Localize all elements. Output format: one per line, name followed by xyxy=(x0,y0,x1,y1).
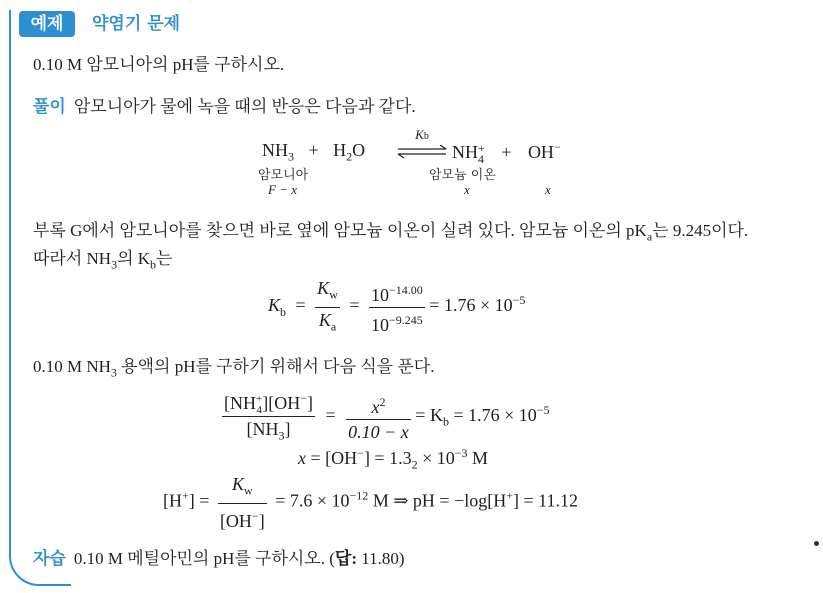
frame-border xyxy=(9,10,11,558)
reaction-equation xyxy=(262,140,365,165)
plus-sign-2: + xyxy=(501,142,512,162)
exercise-text: 0.10 M 메틸아민의 pH를 구하시오. ( xyxy=(73,549,335,568)
answer-label: 답: xyxy=(334,549,357,568)
equilibrium-expression: [NH + 4 ][OH−] $[NH_3]$ = $\frac{x^2}{0.10 - x}$ = $K_b = 1.76 \times 10^{-5}$ xyxy=(222,386,550,447)
kb-equation: $K_b$ = $\frac{K_w}{K_a}$ = $\frac{10^{-14.00}}{10^{-9.245}}$ = $1.76 \times 10^{-5}$ xyxy=(268,276,525,338)
solution-intro: 암모니아가 물에 녹을 때의 반응은 다음과 같다. xyxy=(73,97,416,116)
solve-intro-text: 0.10 M $NH_3$ 용액의 pH를 구하기 위해서 다음 식을 푼다. xyxy=(33,357,435,380)
species-ammonium: NH + 4 xyxy=(452,140,485,166)
x-solution: $x = [OH^-] = 1.3_2 \times 10^{-3}$ M xyxy=(298,446,489,472)
kb-intro-text: 따라서 $NH_3$의 $K_b$는 xyxy=(33,249,173,272)
appendix-text: 부록 G에서 암모니아를 찾으면 바로 옆에 암모늄 이온이 실려 있다. 암모늄 이온의 $pK_a$는 9.245이다. xyxy=(33,221,749,244)
solution-intro-line xyxy=(33,92,416,117)
ammonium-concentration: x xyxy=(464,182,470,197)
equilibrium-arrow: Kb xyxy=(396,128,448,164)
ammonia-concentration: F − x xyxy=(268,182,297,197)
species-hydroxide: OH− xyxy=(527,140,561,162)
answer-value: 11.80) xyxy=(356,549,405,568)
ammonia-name: 암모니아 xyxy=(258,168,309,183)
double-arrow-icon xyxy=(396,145,448,159)
example-badge: 예제 xyxy=(19,11,75,37)
x-ratio: $\frac{x^2}{0.10 - x}$ xyxy=(346,390,411,444)
kw-over-ka: $\frac{K_w}{K_a}$ xyxy=(317,278,338,334)
concentration-ratio: [NH + 4 ][OH−] $[NH_3]$ xyxy=(222,386,315,447)
exercise-label: 자습 xyxy=(33,549,66,569)
power-ratio: $\frac{10^{-14.00}}{10^{-9.245}}$ xyxy=(369,278,425,337)
species-water: $H_2O$ xyxy=(333,140,366,164)
solution-label: 풀이 xyxy=(33,97,66,117)
hydroxide-concentration: x xyxy=(545,182,551,197)
example-title: 약염기 문제 xyxy=(92,14,181,34)
problem-statement: 0.10 M 암모니아의 pH를 구하시오. xyxy=(33,55,285,74)
plus-sign: + xyxy=(308,140,319,160)
species-ammonia: $NH_3$ xyxy=(262,140,294,164)
ammonium-name: 암모늄 이온 xyxy=(429,168,496,183)
page-dot xyxy=(814,541,819,546)
exercise-line xyxy=(33,544,405,569)
reaction-products xyxy=(452,140,561,165)
kw-over-oh: $\frac{K_w}{[OH^-]}$ xyxy=(219,474,265,531)
ph-calculation: [H+] = $\frac{K_w}{[OH^-]}$ = $7.6 \times 10^{-12}$ M ⇒ pH = −log[H+] = 11.12 xyxy=(163,474,578,531)
